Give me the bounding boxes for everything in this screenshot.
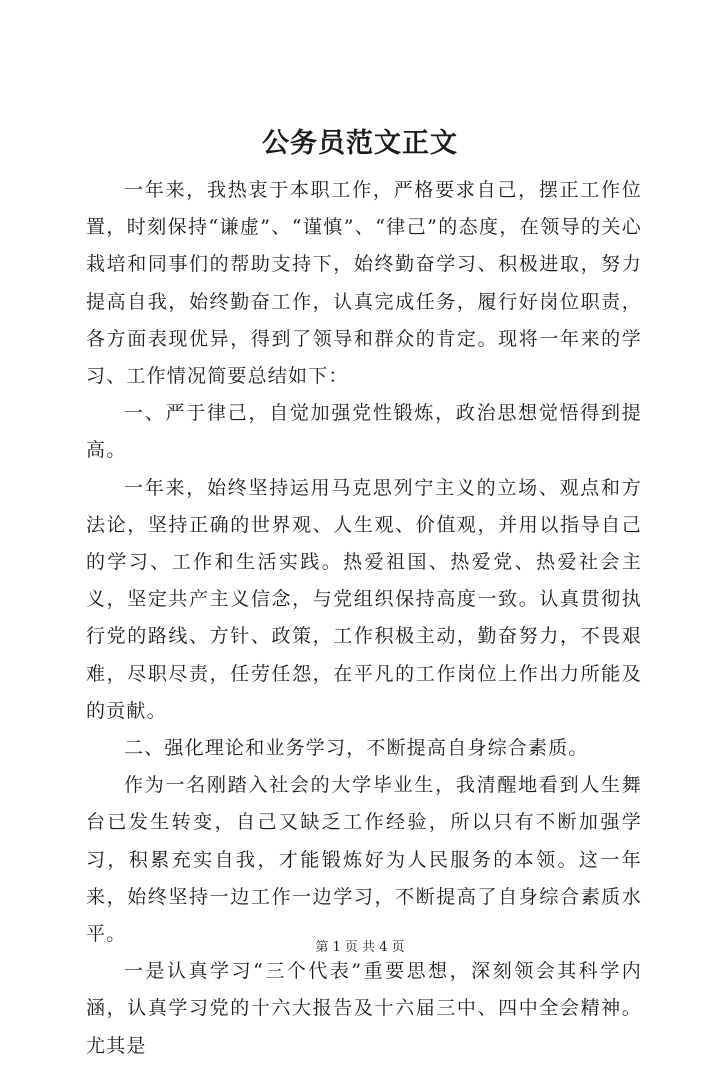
section-heading-1: 一、严于律己，自觉加强党性锻炼，政治思想觉悟得到提高。 — [86, 402, 642, 462]
paragraph-intro: 一年来，我热衷于本职工作，严格要求自己，摆正工作位置，时刻保持“谦虚”、“谨慎”、“律己”的态度，在领导的关心栽培和同事们的帮助支持下，始终勤奋学习、积极进取，努力提高自我，始终勤奋工作，认真完成任务，履行好岗位职责，各方面表现优异，得到了领导和群众的肯定。现将一年来的学习、工作情况简要总结如下： — [86, 179, 642, 388]
paragraph-section-2-point-1: 一是认真学习“三个代表”重要思想，深刻领会其科学内涵，认真学习党的十六大报告及十六届三中、四中全会精神。尤其是 — [86, 960, 642, 1057]
page-title: 公务员范文正文 — [262, 128, 458, 159]
page-number-footer: 第 1 页 共 4 页 — [315, 940, 405, 955]
document-body — [86, 172, 642, 1065]
paragraph-section-2: 作为一名刚踏入社会的大学毕业生，我清醒地看到人生舞台已发生转变，自己又缺乏工作经验，所以只有不断加强学习，积累充实自我，才能锻炼好为人民服务的本领。这一年来，始终坚持一边工作一边学习，不断提高了自身综合素质水平。 — [86, 774, 642, 946]
paragraph-section-1: 一年来，始终坚持运用马克思列宁主义的立场、观点和方法论，坚持正确的世界观、人生观、价值观，并用以指导自己的学习、工作和生活实践。热爱祖国、热爱党、热爱社会主义，坚定共产主义信念，与党组织保持高度一致。认真贯彻执行党的路线、方针、政策，工作积极主动，勤奋努力，不畏艰难，尽职尽责，任劳任怨，在平凡的工作岗位上作出力所能及的贡献。 — [86, 476, 642, 722]
section-heading-2: 二、强化理论和业务学习，不断提高自身综合素质。 — [124, 737, 589, 760]
